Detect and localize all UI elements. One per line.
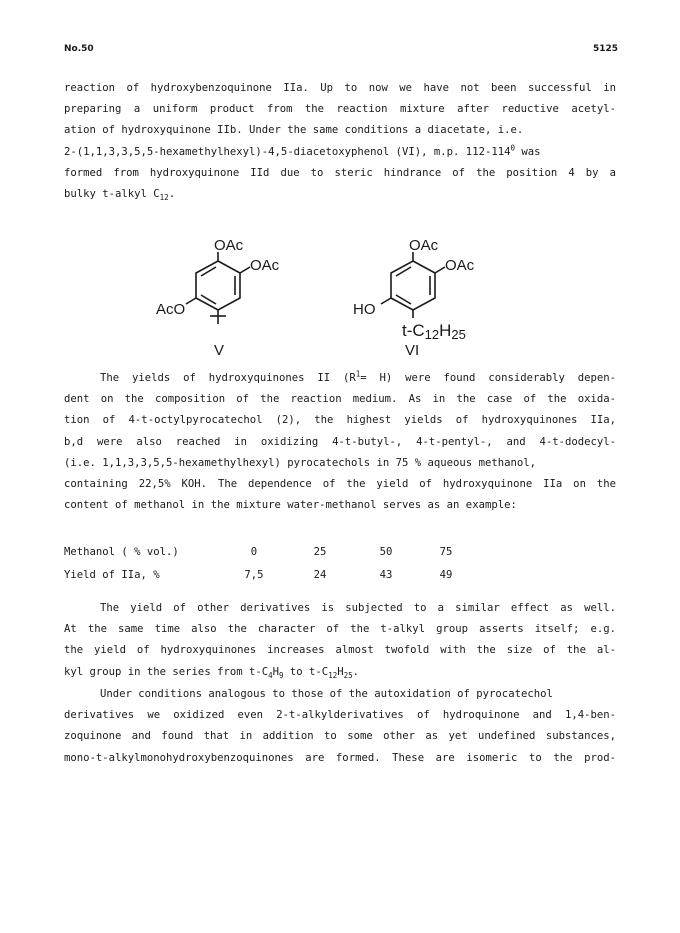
paragraph-1 xyxy=(64,78,616,205)
text-line: derivatives we oxidized even 2-t-alkylderivatives of hydroquinone and 1,4-ben- xyxy=(64,709,616,722)
t-alkyl-substituent: t-C12H25 xyxy=(402,321,466,342)
benzene-ring-vi xyxy=(391,261,435,310)
text-line: dent on the composition of the reaction medium. As in the case of the oxida- xyxy=(64,393,616,406)
text-line: (i.e. 1,1,3,3,5,5-hexamethylhexyl) pyrocatechols in 75 % aqueous methanol, xyxy=(64,456,536,469)
row-label: Methanol ( % vol.) xyxy=(64,546,179,558)
text-line: zoquinone and found that in addition to some other as yet undefined substances, xyxy=(64,730,616,743)
table-cell: 75 xyxy=(439,546,453,558)
text-line: ation of hydroxyquinone IIb. Under the same conditions a diacetate, i.e. xyxy=(64,124,524,137)
table-cell: 0 xyxy=(250,546,258,558)
compound-label-vi: VI xyxy=(405,342,420,359)
text-line: mono-t-alkylmonohydroxybenzoquinones are formed. These are isomeric to the prod- xyxy=(64,751,616,764)
paragraph-2 xyxy=(64,368,616,516)
oac-right-label: OAc xyxy=(445,257,475,274)
table-cell: 49 xyxy=(439,569,453,581)
oac-top-label: OAc xyxy=(214,237,244,254)
text-line: Under conditions analogous to those of the autoxidation of pyrocatechol xyxy=(100,688,553,700)
text-line: preparing a uniform product from the reaction mixture after reductive acetyl- xyxy=(64,103,616,116)
journal-number: No.50 xyxy=(64,44,94,54)
text-line: containing 22,5% KOH. The dependence of the yield of hydroxyquinone IIa on the xyxy=(64,478,616,491)
row-label: Yield of IIa, % xyxy=(64,569,160,581)
structure-drawings xyxy=(140,228,540,363)
text-line: kyl group in the series from $t-C_4H_9$ to $t-C_{12}H_{25}$. xyxy=(64,665,360,680)
text-line: the yield of hydroxyquinones increases almost twofold with the size of the al- xyxy=(64,644,616,657)
table-cell: 43 xyxy=(379,569,393,581)
text-line: bulky t-alkyl $C_{12}$. xyxy=(64,188,176,203)
table-cell: 24 xyxy=(313,569,327,581)
text-line: reaction of hydroxybenzoquinone IIa. Up to now we have not been successful in xyxy=(64,82,616,94)
text-line: content of methanol in the mixture water-methanol serves as an example: xyxy=(64,499,517,512)
text-line: At the same time also the character of the t-alkyl group asserts itself; e.g. xyxy=(64,623,616,636)
ho-left-label: HO xyxy=(353,301,376,318)
benzene-ring-v xyxy=(196,261,240,310)
aco-left-label: AcO xyxy=(156,301,186,318)
oac-top-label: OAc xyxy=(409,237,439,254)
chemical-structures xyxy=(140,228,540,363)
table-cell: 25 xyxy=(313,546,327,558)
yield-table xyxy=(64,541,484,587)
text-line: The yields of hydroxyquinones II $(R^1= H)$ were found considerably depen- xyxy=(100,369,617,384)
paragraph-4 xyxy=(64,684,616,769)
table-cell: 50 xyxy=(379,546,393,558)
text-line: 2-(1,1,3,3,5,5-hexamethylhexyl)-4,5-diacetoxyphenol (VI), m.p. $112-114^0$ was xyxy=(64,143,541,158)
table-row xyxy=(64,564,484,587)
text-line: The yield of other derivatives is subjected to a similar effect as well. xyxy=(100,602,616,614)
page-number: 5125 xyxy=(592,44,618,54)
text-line: tion of 4-t-octylpyrocatechol (2), the highest yields of hydroxyquinones IIa, xyxy=(64,414,616,427)
oac-right-label: OAc xyxy=(250,257,280,274)
table-row xyxy=(64,541,484,564)
text-line: b,d were also reached in oxidizing 4-t-butyl-, 4-t-pentyl-, and 4-t-dodecyl- xyxy=(64,435,616,448)
text-line: formed from hydroxyquinone IId due to steric hindrance of the position 4 by a xyxy=(64,166,616,179)
table-cell: 7,5 xyxy=(244,569,264,581)
compound-label-v: V xyxy=(214,342,225,359)
paragraph-3 xyxy=(64,598,616,683)
